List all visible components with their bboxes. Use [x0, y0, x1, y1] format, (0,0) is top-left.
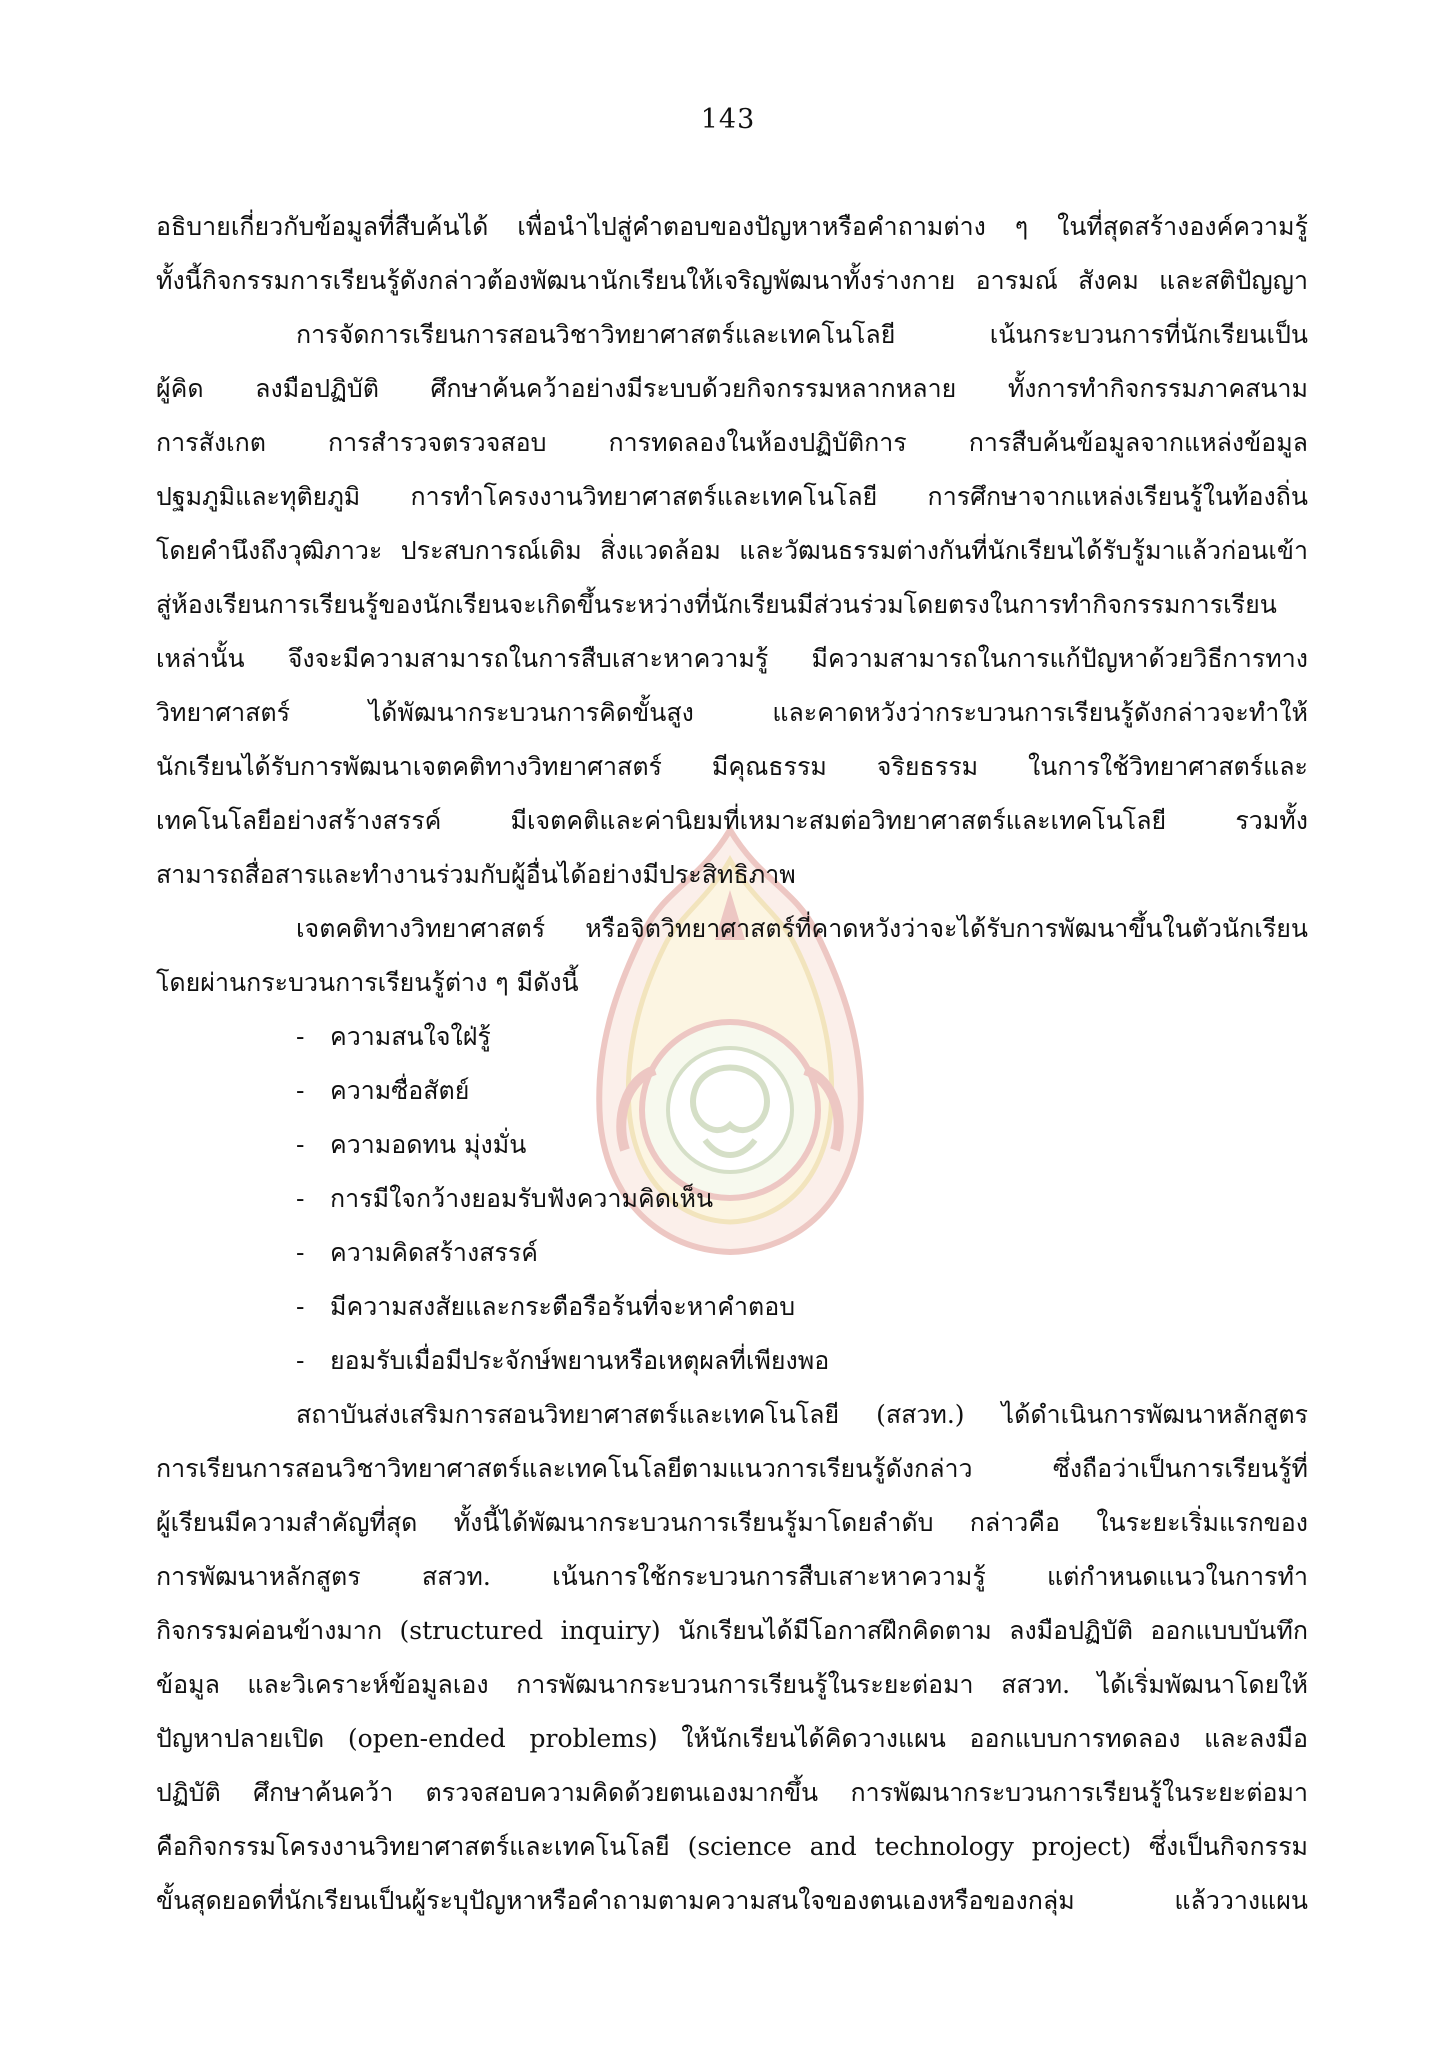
- bullet-marker: -: [296, 1346, 305, 1375]
- list-item-text: มีความสงสัยและกระตือรือร้นที่จะหาคำตอบ: [330, 1292, 796, 1321]
- paragraph-first-line: สถาบันส่งเสริมการสอนวิทยาศาสตร์และเทคโนโลยี (สสวท.) ได้ดำเนินการพัฒนาหลักสูตร: [296, 1400, 1308, 1429]
- bullet-marker: -: [296, 1238, 305, 1267]
- list-item: [296, 1234, 538, 1272]
- list-item: [296, 1072, 469, 1110]
- body-line: ทั้งนี้กิจกรรมการเรียนรู้ดังกล่าวต้องพัฒนานักเรียนให้เจริญพัฒนาทั้งร่างกาย อารมณ์ สังคม และสติปัญญา: [156, 266, 1308, 295]
- list-item: [296, 1342, 829, 1380]
- list-item-text: ความอดทน มุ่งมั่น: [330, 1130, 527, 1159]
- list-item-text: ความคิดสร้างสรรค์: [330, 1238, 539, 1267]
- body-line: โดยคำนึงถึงวุฒิภาวะ ประสบการณ์เดิม สิ่งแวดล้อม และวัฒนธรรมต่างกันที่นักเรียนได้รับรู้มาแล้วก่อนเข้า: [156, 536, 1308, 565]
- bullet-marker: -: [296, 1184, 305, 1213]
- bullet-marker: -: [296, 1292, 305, 1321]
- body-line: การเรียนการสอนวิชาวิทยาศาสตร์และเทคโนโลยีตามแนวการเรียนรู้ดังกล่าว ซึ่งถือว่าเป็นการเรียนรู้ที่: [156, 1454, 1308, 1483]
- list-item: [296, 1180, 713, 1218]
- list-item: [296, 1126, 526, 1164]
- bullet-marker: -: [296, 1076, 305, 1105]
- body-line: วิทยาศาสตร์ ได้พัฒนากระบวนการคิดขั้นสูง และคาดหวังว่ากระบวนการเรียนรู้ดังกล่าวจะทำให้: [156, 698, 1308, 727]
- bullet-marker: -: [296, 1130, 305, 1159]
- list-item: [296, 1288, 795, 1326]
- body-line: อธิบายเกี่ยวกับข้อมูลที่สืบค้นได้ เพื่อนำไปสู่คำตอบของปัญหาหรือคำถามต่าง ๆ ในที่สุดสร้างองค์ความรู้: [156, 212, 1308, 241]
- body-line: ปัญหาปลายเปิด (open-ended problems) ให้นักเรียนได้คิดวางแผน ออกแบบการทดลอง และลงมือ: [156, 1724, 1308, 1753]
- body-line: ผู้คิด ลงมือปฏิบัติ ศึกษาค้นคว้าอย่างมีระบบด้วยกิจกรรมหลากหลาย ทั้งการทำกิจกรรมภาคสนาม: [156, 374, 1308, 403]
- list-item-text: การมีใจกว้างยอมรับฟังความคิดเห็น: [330, 1184, 714, 1213]
- page-number: 143: [700, 104, 756, 135]
- body-line: คือกิจกรรมโครงงานวิทยาศาสตร์และเทคโนโลยี (science and technology project) ซึ่งเป็นกิจกรรม: [156, 1832, 1308, 1861]
- body-line: ผู้เรียนมีความสำคัญที่สุด ทั้งนี้ได้พัฒนากระบวนการเรียนรู้มาโดยลำดับ กล่าวคือ ในระยะเริ่มแรกของ: [156, 1508, 1308, 1537]
- body-line: สามารถสื่อสารและทำงานร่วมกับผู้อื่นได้อย่างมีประสิทธิภาพ: [156, 860, 796, 889]
- body-line: การสังเกต การสำรวจตรวจสอบ การทดลองในห้องปฏิบัติการ การสืบค้นข้อมูลจากแหล่งข้อมูล: [156, 428, 1308, 457]
- body-line: นักเรียนได้รับการพัฒนาเจตคติทางวิทยาศาสตร์ มีคุณธรรม จริยธรรม ในการใช้วิทยาศาสตร์และ: [156, 752, 1308, 781]
- paragraph-first-line: การจัดการเรียนการสอนวิชาวิทยาศาสตร์และเทคโนโลยี เน้นกระบวนการที่นักเรียนเป็น: [296, 320, 1308, 349]
- body-line: โดยผ่านกระบวนการเรียนรู้ต่าง ๆ มีดังนี้: [156, 968, 579, 997]
- body-line: เทคโนโลยีอย่างสร้างสรรค์ มีเจตคติและค่านิยมที่เหมาะสมต่อวิทยาศาสตร์และเทคโนโลยี รวมทั้ง: [156, 806, 1308, 835]
- body-line: การพัฒนาหลักสูตร สสวท. เน้นการใช้กระบวนการสืบเสาะหาความรู้ แต่กำหนดแนวในการทำ: [156, 1562, 1308, 1591]
- body-line: ปฐมภูมิและทุติยภูมิ การทำโครงงานวิทยาศาสตร์และเทคโนโลยี การศึกษาจากแหล่งเรียนรู้ในท้องถิ่น: [156, 482, 1308, 511]
- body-line: ข้อมูล และวิเคราะห์ข้อมูลเอง การพัฒนากระบวนการเรียนรู้ในระยะต่อมา สสวท. ได้เริ่มพัฒนาโดยให้: [156, 1670, 1308, 1699]
- list-item: [296, 1018, 491, 1056]
- body-line: เหล่านั้น จึงจะมีความสามารถในการสืบเสาะหาความรู้ มีความสามารถในการแก้ปัญหาด้วยวิธีการทาง: [156, 644, 1308, 673]
- body-line: ปฏิบัติ ศึกษาค้นคว้า ตรวจสอบความคิดด้วยตนเองมากขึ้น การพัฒนากระบวนการเรียนรู้ในระยะต่อมา: [156, 1778, 1308, 1807]
- list-item-text: ความสนใจใฝ่รู้: [330, 1022, 491, 1051]
- list-item-text: ยอมรับเมื่อมีประจักษ์พยานหรือเหตุผลที่เพียงพอ: [330, 1346, 830, 1375]
- bullet-marker: -: [296, 1022, 305, 1051]
- body-line: สู่ห้องเรียนการเรียนรู้ของนักเรียนจะเกิดขึ้นระหว่างที่นักเรียนมีส่วนร่วมโดยตรงในการทำกิจกรรมการเรียน: [156, 590, 1277, 619]
- body-line: กิจกรรมค่อนข้างมาก (structured inquiry) นักเรียนได้มีโอกาสฝึกคิดตาม ลงมือปฏิบัติ ออกแบบบันทึก: [156, 1616, 1308, 1645]
- paragraph-first-line: เจตคติทางวิทยาศาสตร์ หรือจิตวิทยาศาสตร์ที่คาดหวังว่าจะได้รับการพัฒนาขึ้นในตัวนักเรียน: [296, 914, 1308, 943]
- list-item-text: ความซื่อสัตย์: [330, 1076, 470, 1105]
- body-line: ขั้นสุดยอดที่นักเรียนเป็นผู้ระบุปัญหาหรือคำถามตามความสนใจของตนเองหรือของกลุ่ม แล้ววางแผน: [156, 1886, 1308, 1915]
